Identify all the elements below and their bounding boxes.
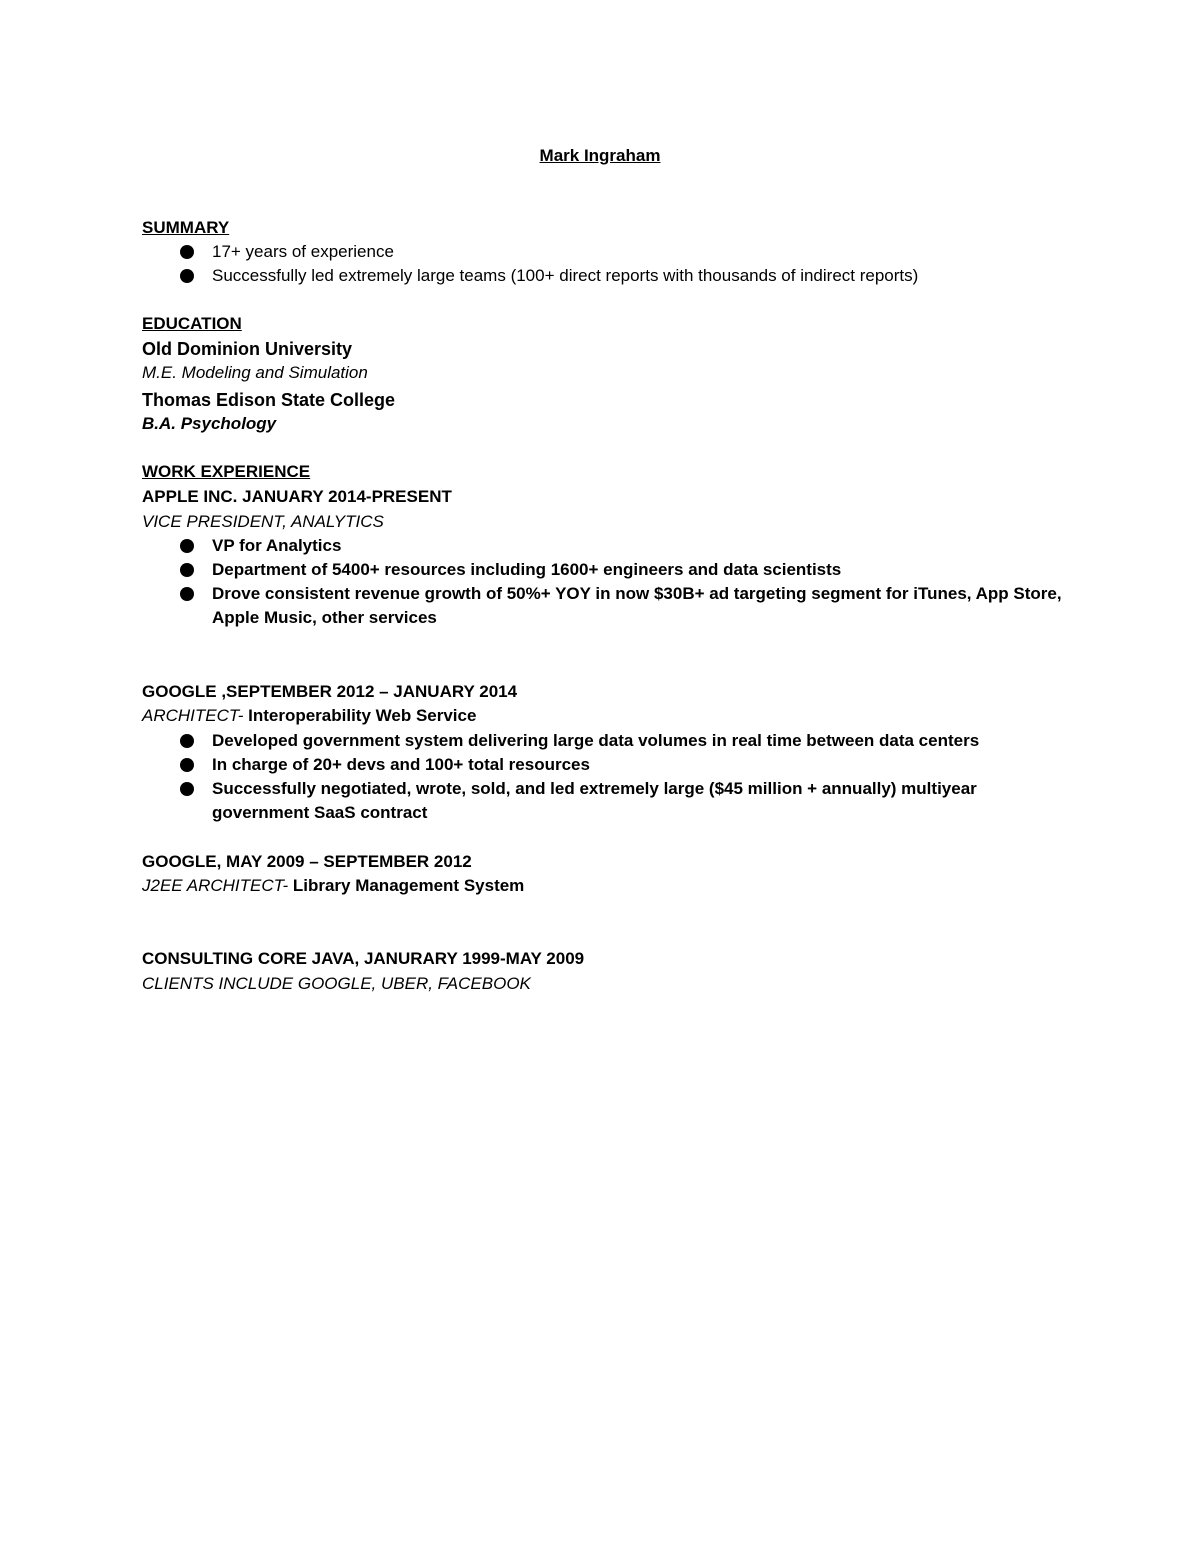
job-header: CONSULTING CORE JAVA, JANURARY 1999-MAY 2009: [142, 949, 585, 968]
job-bullet: Department of 5400+ resources including 1600+ engineers and data scientists: [212, 560, 842, 579]
job-header: GOOGLE, MAY 2009 – SEPTEMBER 2012: [142, 852, 472, 871]
bullet-icon: [180, 782, 194, 796]
bullet-icon: [180, 563, 194, 577]
bullet-icon: [180, 587, 194, 601]
education-heading: EDUCATION: [142, 314, 242, 333]
job-bullet-continuation: Apple Music, other services: [212, 608, 437, 627]
job-bullet-continuation: government SaaS contract: [212, 803, 428, 822]
school-name: Thomas Edison State College: [142, 390, 396, 410]
job-title-suffix: Interoperability Web Service: [243, 706, 477, 725]
job-bullet: Developed government system delivering large data volumes in real time between data centers: [212, 731, 980, 750]
bullet-icon: [180, 245, 194, 259]
job-title: [142, 875, 524, 897]
school-name: Old Dominion University: [142, 339, 353, 359]
summary-bullet: 17+ years of experience: [212, 242, 394, 261]
work-heading: WORK EXPERIENCE: [142, 462, 311, 481]
job-title: [142, 511, 384, 533]
job-title-suffix: Library Management System: [288, 876, 525, 895]
job-title: [142, 973, 531, 995]
school-degree: M.E. Modeling and Simulation: [142, 363, 368, 382]
bullet-icon: [180, 734, 194, 748]
summary-bullet: Successfully led extremely large teams (100+ direct reports with thousands of indirect reports): [212, 266, 919, 285]
summary-heading: SUMMARY: [142, 218, 230, 237]
job-title-main: CLIENTS INCLUDE GOOGLE, UBER, FACEBOOK: [142, 974, 531, 993]
job-title-main: ARCHITECT-: [142, 706, 244, 725]
bullet-icon: [180, 539, 194, 553]
job-bullet: In charge of 20+ devs and 100+ total resources: [212, 755, 590, 774]
job-header: APPLE INC. JANUARY 2014-PRESENT: [142, 487, 452, 506]
job-title-main: VICE PRESIDENT, ANALYTICS: [142, 512, 384, 531]
job-bullet: Drove consistent revenue growth of 50%+ YOY in now $30B+ ad targeting segment for iTunes, App Store,: [212, 584, 1062, 603]
job-title: [142, 705, 476, 727]
bullet-icon: [180, 758, 194, 772]
job-header: GOOGLE ,SEPTEMBER 2012 – JANUARY 2014: [142, 682, 518, 701]
job-title-main: J2EE ARCHITECT-: [142, 876, 289, 895]
job-bullet: VP for Analytics: [212, 536, 342, 555]
resume-name: Mark Ingraham: [539, 146, 661, 165]
school-degree: B.A. Psychology: [142, 414, 277, 433]
job-bullet: Successfully negotiated, wrote, sold, and led extremely large ($45 million + annually) multiyear: [212, 779, 977, 798]
bullet-icon: [180, 269, 194, 283]
